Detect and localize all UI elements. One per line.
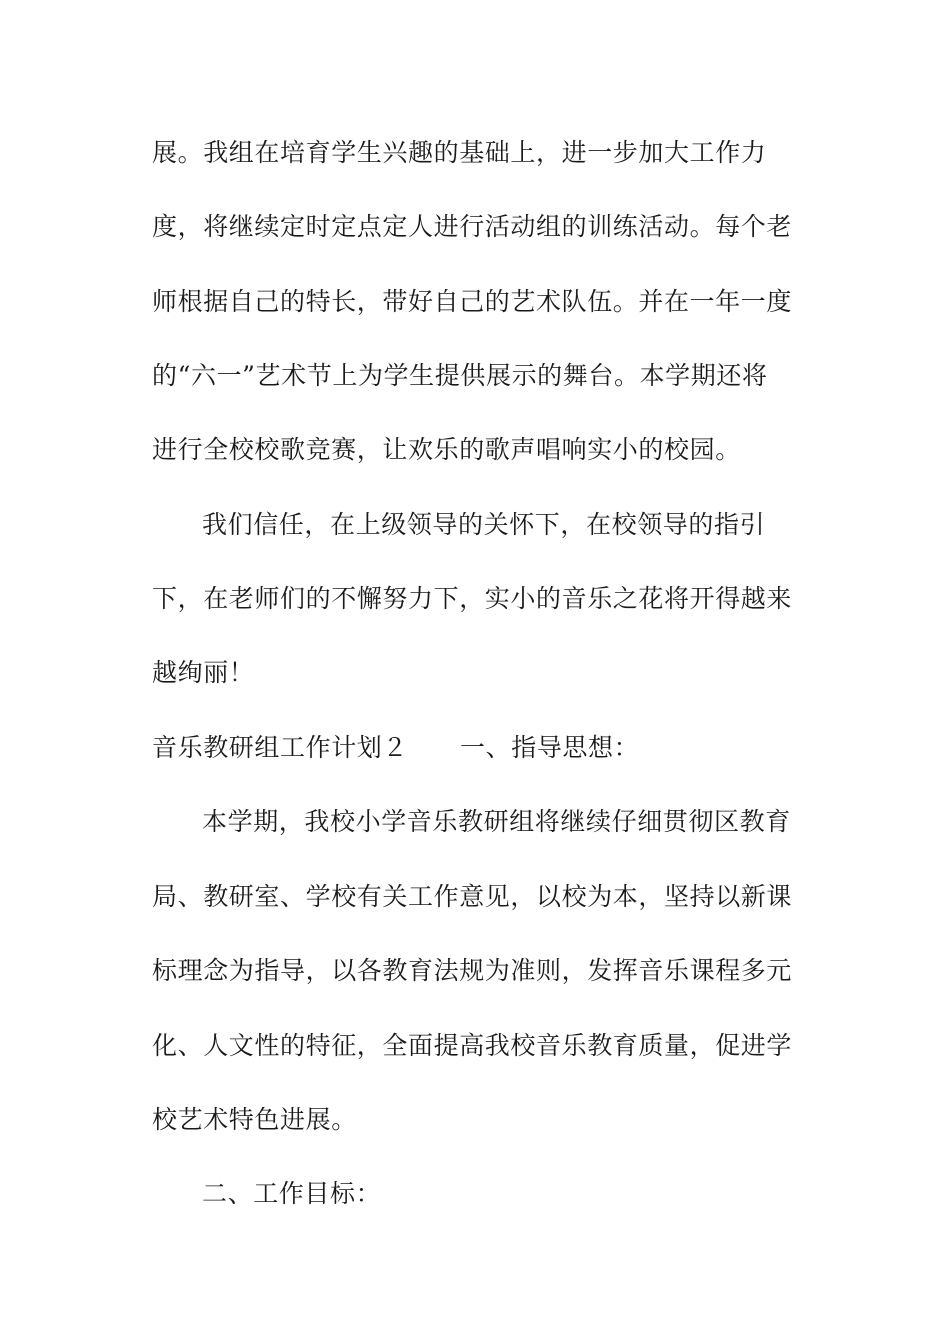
section-two-heading: 二、工作目标：: [202, 1179, 382, 1208]
paragraph-line: 标理念为指导，以各教育法规为准则，发挥音乐课程多元: [152, 956, 793, 985]
paragraph-line: 展。我组在培育学生兴趣的基础上，进一步加大工作力: [152, 138, 767, 167]
paragraph-line: 度，将继续定时定点定人进行活动组的训练活动。每个老: [152, 212, 793, 241]
paragraph-line: 局、教研室、学校有关工作意见，以校为本，坚持以新课: [152, 882, 793, 911]
paragraph-line: 化、人文性的特征，全面提高我校音乐教育质量，促进学: [152, 1031, 793, 1060]
section-heading: [152, 732, 639, 764]
paragraph-line: 越绚丽！: [152, 658, 255, 687]
paragraph-line: 下，在老师们的不懈努力下，实小的音乐之花将开得越来: [152, 584, 793, 613]
paragraph-line: 师根据自己的特长，带好自己的艺术队伍。并在一年一度: [152, 287, 793, 316]
paragraph-line: 我们信任，在上级领导的关怀下，在校领导的指引: [202, 510, 766, 539]
paragraph-line: 进行全校校歌竞赛，让欢乐的歌声唱响实小的校园。: [152, 435, 741, 464]
paragraph-line: 校艺术特色进展。: [152, 1105, 357, 1134]
plan-title: 音乐教研组工作计划２: [152, 733, 409, 762]
section-one-heading: 一、指导思想：: [460, 733, 640, 762]
paragraph-line: 本学期，我校小学音乐教研组将继续仔细贯彻区教育: [202, 807, 791, 836]
paragraph-line: 的“六一”艺术节上为学生提供展示的舞台。本学期还将: [152, 361, 768, 390]
